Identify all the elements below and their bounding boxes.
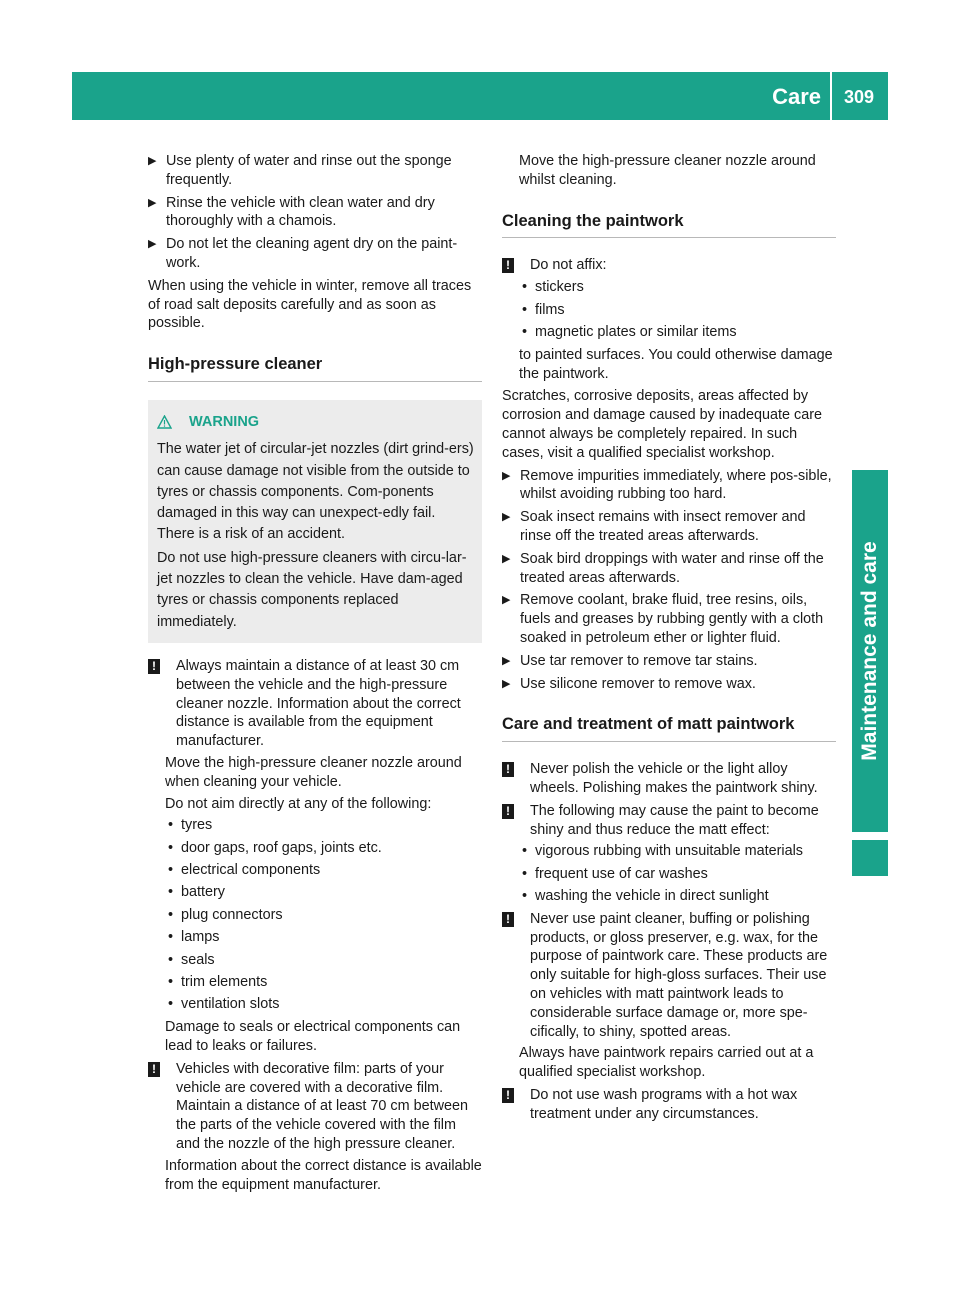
step-text: Use plenty of water and rinse out the sponge frequently. [166, 153, 452, 188]
bullet-icon: • [168, 862, 174, 879]
list-item [165, 928, 482, 947]
step-item [502, 591, 836, 647]
page-number: 309 [843, 87, 875, 107]
list-item [519, 887, 836, 906]
step-arrow-icon: ▶ [148, 238, 157, 251]
list-item-text: battery [181, 884, 225, 901]
list-item-text: ventilation slots [181, 996, 280, 1013]
list-item-text: stickers [535, 279, 584, 296]
notice-text: Move the high-pressure cleaner nozzle around when cleaning your vehicle. [165, 754, 462, 790]
chapter-tab [852, 470, 888, 832]
step-text: Use tar remover to remove tar stains. [520, 652, 758, 669]
list-item-text: seals [181, 951, 215, 968]
warning-text: Do not use high-pressure cleaners with circu-lar-jet nozzles to clean the vehicle. Have dam-aged tyres or chassis components replaced immediately. [157, 549, 467, 630]
warning-header [157, 412, 474, 433]
bullet-icon: • [168, 884, 174, 901]
list-item-text: tyres [181, 817, 213, 834]
bullet-icon: • [522, 279, 528, 296]
list-item-text: films [535, 301, 565, 318]
exclamation-icon: ! [502, 1088, 514, 1103]
list-item-text: washing the vehicle in direct sunlight [535, 888, 769, 905]
exclamation-icon: ! [502, 912, 514, 927]
exclamation-icon: ! [502, 762, 514, 777]
notice-affix [502, 256, 836, 383]
list-item [165, 861, 482, 880]
heading-matt-paintwork: Care and treatment of matt paintwork [502, 715, 836, 742]
bullet-icon: • [168, 817, 174, 834]
list-item-text: lamps [181, 929, 220, 946]
list-item [165, 951, 482, 970]
list-item-text: vigorous rubbing with unsuitable materials [535, 843, 803, 860]
exclamation-icon: ! [502, 804, 514, 819]
list-item [165, 973, 482, 992]
notice-text: to painted surfaces. You could otherwise damage the paintwork. [519, 346, 833, 382]
step-arrow-icon: ▶ [502, 594, 511, 607]
bullet-icon: • [168, 974, 174, 991]
step-text: Do not let the cleaning agent dry on the paint-work. [166, 236, 458, 271]
notice-text: The following may cause the paint to become shiny and thus reduce the matt effect: [530, 802, 819, 838]
chapter-tab-label: Maintenance and care [858, 541, 881, 761]
heading-high-pressure-cleaner: High-pressure cleaner [148, 355, 482, 382]
warning-triangle-icon [157, 415, 172, 429]
notice-text: Information about the correct distance is available from the equipment manufacturer. [165, 1157, 482, 1193]
chapter-marker [852, 840, 888, 876]
section-title: Care [772, 84, 821, 109]
step-arrow-icon: ▶ [502, 469, 511, 482]
step-text: Soak bird droppings with water and rinse off the treated areas afterwards. [520, 550, 824, 586]
step-item [502, 467, 836, 505]
step-item [502, 508, 836, 546]
bullet-icon: • [168, 996, 174, 1013]
notice-text: Never polish the vehicle or the light alloy wheels. Polishing makes the paintwork shiny. [530, 761, 818, 796]
bullet-icon: • [522, 888, 528, 905]
list-item [519, 278, 836, 297]
list-item [519, 865, 836, 884]
step-arrow-icon: ▶ [502, 552, 511, 565]
notice-text: Do not use wash programs with a hot wax treatment under any circumstances. [530, 1087, 798, 1122]
notice-paint-cleaner [502, 910, 836, 1082]
notice-text: Always maintain a distance of at least 30 cm between the vehicle and the high-pressure cleaner nozzle. Information about the correct distance is available from the equipment manufacturer. [176, 657, 461, 750]
step-item [502, 652, 836, 671]
exclamation-icon: ! [148, 659, 160, 674]
step-text: Remove coolant, brake fluid, tree resins, oils, fuels and greases by rubbing gently with a cloth soaked in petroleum ether or lighter fluid. [520, 592, 824, 646]
winter-paragraph: When using the vehicle in winter, remove all traces of road salt deposits carefully and as soon as possible. [148, 277, 472, 332]
warning-box [148, 400, 482, 643]
notice-text: Never use paint cleaner, buffing or polishing products, or gloss preserver, e.g. wax, for the purpose of paintwork care. These products are only suitable for high-gloss surfaces. Their use on vehicles with matt paintwork leads to considerable surface damage or, more spe-cifically, to shiny, spotted areas. [530, 910, 828, 1040]
list-item-text: door gaps, roof gaps, joints etc. [181, 839, 382, 856]
bullet-icon: • [168, 906, 174, 923]
step-text: Rinse the vehicle with clean water and dry thoroughly with a chamois. [166, 194, 435, 230]
bullet-icon: • [522, 301, 528, 318]
notice-distance [148, 657, 482, 1056]
bullet-icon: • [168, 839, 174, 856]
bullet-icon: • [168, 951, 174, 968]
list-item [519, 301, 836, 320]
bullet-list [519, 842, 836, 906]
notice-polish [502, 760, 836, 798]
list-item [165, 816, 482, 835]
step-item [148, 152, 482, 190]
notice-text: Do not affix: [530, 257, 607, 274]
bullet-icon: • [168, 929, 174, 946]
step-arrow-icon: ▶ [502, 654, 511, 667]
list-item [519, 323, 836, 342]
header-divider [830, 72, 832, 120]
step-item [148, 194, 482, 232]
notice-text: Vehicles with decorative film: parts of your vehicle are covered with a decorative film. Maintain a distance of at least 70 cm between the parts of the vehicle covered with the film and the nozzle of the high pressure cleaner. [176, 1060, 468, 1153]
bullet-list [519, 278, 836, 342]
bullet-list [165, 816, 482, 1014]
step-item [502, 675, 836, 694]
notice-text: Always have paintwork repairs carried out at a qualified specialist workshop. [519, 1045, 814, 1081]
left-column [148, 152, 482, 1198]
list-item [165, 995, 482, 1014]
list-item [165, 839, 482, 858]
notice-text: Damage to seals or electrical components can lead to leaks or failures. [165, 1019, 461, 1055]
step-arrow-icon: ▶ [148, 196, 157, 209]
heading-cleaning-paintwork: Cleaning the paintwork [502, 212, 836, 239]
step-text: Remove impurities immediately, where pos-sible, whilst avoiding rubbing too hard. [520, 467, 832, 503]
step-item [148, 235, 482, 273]
right-column [502, 152, 836, 1128]
list-item [165, 883, 482, 902]
scratch-paragraph: Scratches, corrosive deposits, areas affected by corrosion and damage caused by inadequate care cannot always be completely repaired. In such cases, visit a qualified specialist workshop. [502, 388, 823, 461]
list-item-text: trim elements [181, 974, 268, 991]
warning-text: The water jet of circular-jet nozzles (dirt grind-ers) can cause damage not visible from the outside to tyres or chassis components. Com-ponents damaged in this way can unexpect-edly fail. There is a risk of an accident. [157, 441, 474, 543]
notice-decorative-film [148, 1060, 482, 1195]
notice-text: Do not aim directly at any of the following: [165, 795, 432, 812]
bullet-icon: • [522, 843, 528, 860]
step-arrow-icon: ▶ [502, 511, 511, 524]
list-item-text: electrical components [181, 862, 321, 879]
bullet-icon: • [522, 323, 528, 340]
notice-hot-wax [502, 1086, 836, 1124]
notice-shiny [502, 802, 836, 906]
step-text: Soak insect remains with insect remover and rinse off the treated areas afterwards. [520, 509, 806, 544]
exclamation-icon: ! [148, 1062, 160, 1077]
step-item [502, 550, 836, 588]
list-item [519, 842, 836, 861]
warning-label: WARNING [189, 413, 260, 430]
step-arrow-icon: ▶ [502, 677, 511, 690]
exclamation-icon: ! [502, 258, 514, 273]
list-item-text: plug connectors [181, 906, 283, 923]
continued-paragraph: Move the high-pressure cleaner nozzle around whilst cleaning. [519, 153, 816, 188]
step-arrow-icon: ▶ [148, 155, 157, 167]
list-item-text: frequent use of car washes [535, 865, 708, 882]
list-item-text: magnetic plates or similar items [535, 323, 737, 340]
bullet-icon: • [522, 865, 528, 882]
page-header [72, 72, 888, 120]
list-item [165, 906, 482, 925]
step-text: Use silicone remover to remove wax. [520, 675, 756, 692]
